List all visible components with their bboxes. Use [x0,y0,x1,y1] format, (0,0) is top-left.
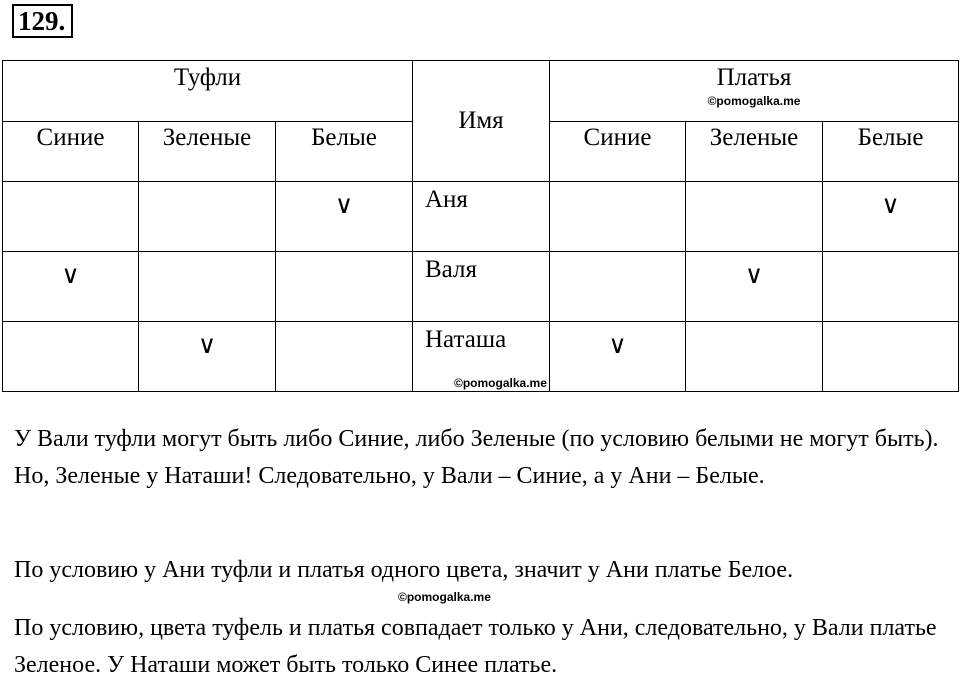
dresses-header: Платья [716,64,792,91]
cell-shoes-green [139,182,276,252]
cell-dress-white: ∨ [823,182,959,252]
dresses-header-cell [550,61,959,122]
watermark: ©pomogalka.me [454,376,547,390]
logic-table [2,60,959,392]
row-name: Аня [413,182,550,252]
dress-color-blue: Синие [550,122,686,182]
row-name: Валя [413,252,550,322]
cell-dress-blue: ∨ [550,322,686,392]
cell-dress-white [823,322,959,392]
cell-shoes-blue [3,322,139,392]
cell-dress-green [686,182,823,252]
cell-shoes-white [276,252,413,322]
shoes-color-green: Зеленые [139,122,276,182]
dress-color-white: Белые [823,122,959,182]
paragraph: По условию у Ани туфли и платья одного цвета, значит у Ани платье Белое. [14,557,794,583]
cell-dress-blue [550,252,686,322]
shoes-color-white: Белые [276,122,413,182]
cell-shoes-white: ∨ [276,182,413,252]
row-name: Наташа [413,322,550,392]
cell-shoes-blue [3,182,139,252]
cell-dress-blue [550,182,686,252]
cell-shoes-blue: ∨ [3,252,139,322]
problem-number: 129. [12,4,73,38]
name-header: Имя [413,61,550,182]
shoes-header: Туфли [3,61,413,122]
dress-color-green: Зеленые [686,122,823,182]
cell-dress-white [823,252,959,322]
table-row [3,182,959,252]
cell-dress-green: ∨ [686,252,823,322]
watermark: ©pomogalka.me [707,94,801,108]
paragraph: По условию, цвета туфель и платья совпадает только у Ани, следовательно, у Вали платье Зеленое. У Наташи может быть только Синее платье. [14,615,937,678]
header-row-groups [3,61,959,122]
table-row [3,252,959,322]
cell-shoes-green: ∨ [139,322,276,392]
shoes-color-blue: Синие [3,122,139,182]
watermark: ©pomogalka.me [398,590,491,604]
cell-dress-green [686,322,823,392]
paragraph: У Вали туфли могут быть либо Синие, либо Зеленые (по условию белыми не могут быть). Но, Зеленые у Наташи! Следовательно, у Вали – Синие, а у Ани – Белые. [14,426,939,489]
cell-shoes-white [276,322,413,392]
cell-shoes-green [139,252,276,322]
